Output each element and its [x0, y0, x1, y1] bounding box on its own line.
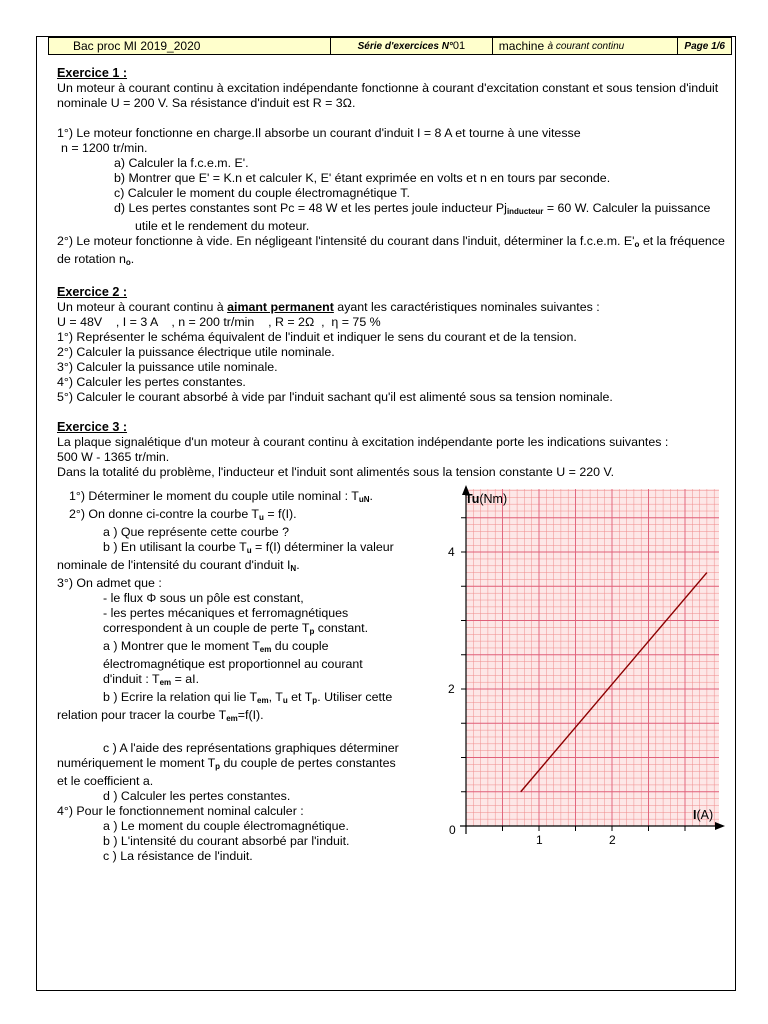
ex1-q1a: a) Calculer la f.c.e.m. E'.	[114, 156, 249, 170]
ex3-q3c-line3: et le coefficient a.	[57, 774, 154, 788]
header-subject: machine à courant continu	[493, 38, 679, 54]
ex3-q3b: b ) Ecrire la relation qui lie $T_{em}$, $T_u$ et $T_p$. Utiliser cette	[103, 690, 393, 705]
ex1-q1b: b) Montrer que E' = K.n et calculer K, E' étant exprimée en volts et n en tours par seconde.	[114, 171, 611, 185]
ex3-q3: 3°) On admet que :	[57, 576, 162, 590]
ex3-q3c-line2: numériquement le moment $T_p$ du couple de pertes constantes	[57, 756, 396, 771]
chart-grid	[466, 489, 719, 826]
ex1-q1d: d) Les pertes constantes sont Pc = 48 W et les pertes joule inducteur $Pj_{inducteur} = 60$ W. Calculer la puissance utile et le rendement du moteur.	[114, 201, 711, 233]
ex3-q3-losses2: correspondent à un couple de perte $T_p$ constant.	[103, 621, 369, 636]
ex3-q2b-line2: nominale de l'intensité du courant d'induit $I_N$.	[57, 558, 300, 573]
chart-origin-label: 0	[449, 823, 456, 837]
exercise-3-title: Exercice 3 :	[57, 420, 128, 434]
ex3-q4: 4°) Pour le fonctionnement nominal calculer :	[57, 804, 304, 818]
document-body	[57, 66, 727, 864]
ex3-q2: 2°) On donne ci-contre la courbe $T_u = f(I)$.	[69, 507, 297, 522]
ex3-q3b-line2: relation pour tracer la courbe $T_{em}=f(I)$.	[57, 708, 264, 723]
ex3-q3a-line2: électromagnétique est proportionnel au courant	[103, 657, 363, 671]
exercise-1-intro: Un moteur à courant continu à excitation indépendante fonctionne à courant d'excitation constant et sous tension d'induit nominale U = 200 V. Sa résistance d'induit est R = 3Ω.	[57, 81, 719, 110]
ex2-specs: U = 48V , I = 3 A , n = 200 tr/min , R = 2Ω , η = 75 %	[57, 315, 381, 329]
ex3-q2a: a ) Que représente cette courbe ?	[103, 525, 289, 539]
ex3-q4b: b ) L'intensité du courant absorbé par l'induit.	[103, 834, 350, 848]
x-axis-arrow	[715, 822, 725, 830]
ex1-q1-line1: 1°) Le moteur fonctionne en charge.Il absorbe un courant d'induit I = 8 A et tourne à une vitesse	[57, 126, 581, 140]
ex3-q4c: c ) La résistance de l'induit.	[103, 849, 253, 863]
ex3-q3d: d ) Calculer les pertes constantes.	[103, 789, 291, 803]
exercise-1-title: Exercice 1 :	[57, 66, 128, 80]
chart-x-axis-label: I(A)	[693, 808, 714, 822]
exercise-2-intro: Un moteur à courant continu à aimant permanent ayant les caractéristiques nominales suivantes :	[57, 300, 600, 314]
y-tick-label: 4	[448, 545, 455, 559]
ex3-q3c: c ) A l'aide des représentations graphiques déterminer	[103, 741, 399, 755]
ex3-q3a-line3: d'induit : $T_{em}$ = aI.	[103, 672, 200, 687]
exercise-2-title: Exercice 2 :	[57, 285, 128, 299]
y-tick-label: 2	[448, 682, 455, 696]
ex2-q2: 2°) Calculer la puissance électrique utile nominale.	[57, 345, 335, 359]
chart-plot-area	[466, 489, 719, 826]
header-course: Bac proc MI 2019_2020	[49, 38, 331, 54]
ex3-q1: 1°) Déterminer le moment du couple utile nominal : $T_{uN}$.	[69, 489, 373, 504]
torque-current-chart	[448, 483, 727, 853]
exercise-3-intro1: La plaque signalétique d'un moteur à courant continu à excitation indépendante porte les indications suivantes : 500 W - 1365 tr/min.	[57, 435, 669, 464]
ex1-q2: 2°) Le moteur fonctionne à vide. En négligeant l'intensité du courant dans l'induit, déterminer la f.c.e.m. $E'_o$ et la fréquence de rotation $n_o$.	[57, 234, 725, 267]
header-page: Page 1/6	[684, 40, 725, 52]
exercise-3-questions	[57, 489, 452, 864]
ex3-q3a: a ) Montrer que le moment $T_{em}$ du couple	[103, 639, 329, 654]
ex2-q5: 5°) Calculer le courant absorbé à vide par l'induit sachant qu'il est alimenté sous sa tension nominale.	[57, 390, 613, 404]
chart-y-axis-label: Tu(Nm)	[465, 492, 508, 506]
ex2-q1: 1°) Représenter le schéma équivalent de l'induit et indiquer le sens du courant et de la tension.	[57, 330, 577, 344]
ex3-q4a: a ) Le moment du couple électromagnétique.	[103, 819, 349, 833]
page-header	[48, 37, 732, 55]
ex1-q1c: c) Calculer le moment du couple électromagnétique T.	[114, 186, 410, 200]
ex2-q4: 4°) Calculer les pertes constantes.	[57, 375, 246, 389]
exercise-3-intro2: Dans la totalité du problème, l'inducteur et l'induit sont alimentés sous la tension constante U = 220 V.	[57, 465, 615, 479]
ex3-q2b: b ) En utilisant la courbe $T_u = f(I)$ déterminer la valeur	[103, 540, 394, 555]
ex3-q3-flux: - le flux Φ sous un pôle est constant,	[103, 591, 304, 605]
x-tick-label: 2	[609, 833, 616, 847]
x-tick-label: 1	[536, 833, 543, 847]
ex2-q3: 3°) Calculer la puissance utile nominale.	[57, 360, 278, 374]
header-series: Série d'exercices N° 01	[331, 38, 493, 54]
ex3-q3-losses1: - les pertes mécaniques et ferromagnétiques	[103, 606, 349, 620]
ex1-q1-line2: n = 1200 tr/min.	[61, 141, 148, 155]
